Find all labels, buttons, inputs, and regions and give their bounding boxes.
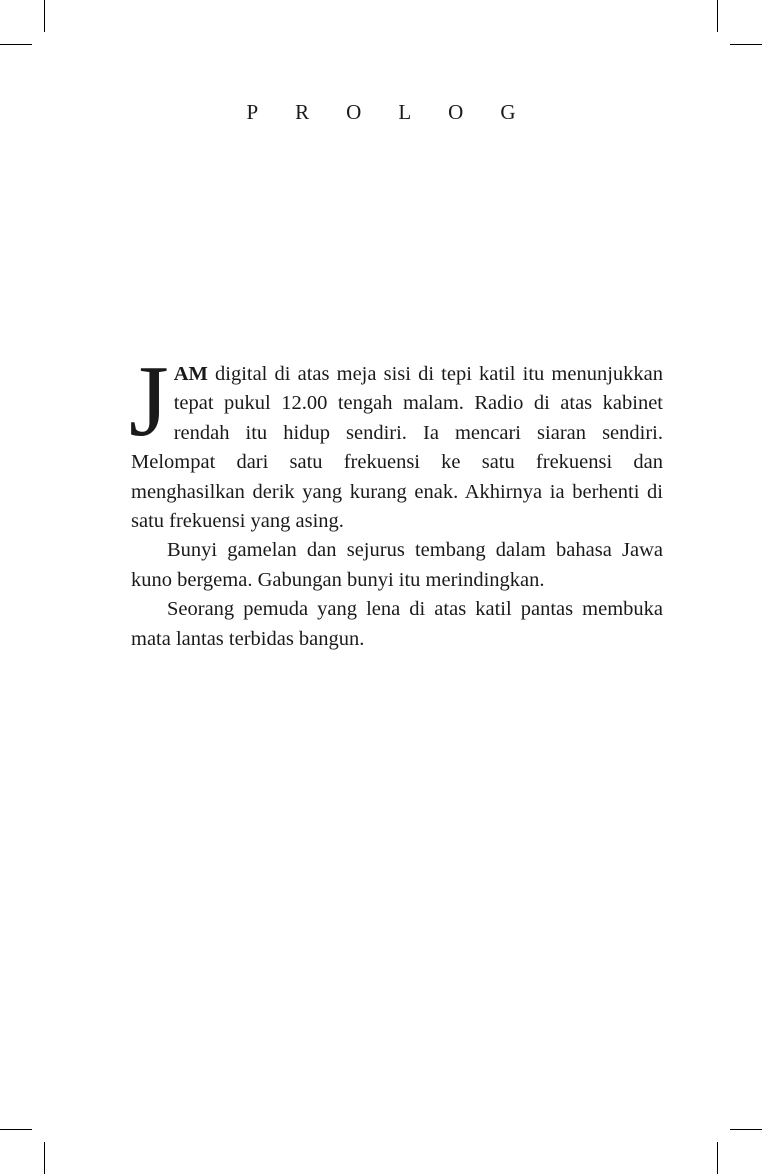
paragraph-second: Bunyi gamelan dan sejurus tembang dalam bahasa Jawa kuno bergema. Gabungan bunyi itu merindingkan. <box>131 539 663 591</box>
paragraph-third: Seorang pemuda yang lena di atas katil pantas membuka mata lantas terbidas bangun. <box>131 598 663 650</box>
crop-mark-bottom-left-horizontal <box>0 1129 32 1130</box>
crop-mark-top-left-horizontal <box>0 44 32 45</box>
crop-mark-bottom-left-vertical <box>44 1142 45 1174</box>
crop-mark-top-right-horizontal <box>730 44 762 45</box>
paragraph-first-text: digital di atas meja sisi di tepi katil itu menunjukkan tepat pukul 12.00 tengah malam. Radio di atas kabinet rendah itu hidup sendiri. Ia mencari siaran sendiri. Melompat dari satu frekuensi ke satu frekuensi dan menghasilkan derik yang kurang enak. Akhirnya ia berhenti di satu frekuensi yang asing. <box>131 363 663 533</box>
crop-mark-bottom-right-vertical <box>717 1142 718 1174</box>
crop-mark-top-right-vertical <box>717 0 718 32</box>
crop-mark-top-left-vertical <box>44 0 45 32</box>
crop-mark-bottom-right-horizontal <box>730 1129 762 1130</box>
paragraph-first <box>129 345 663 536</box>
chapter-heading: PROLOG <box>246 100 553 124</box>
chapter-body <box>129 345 663 654</box>
lead-word: AM <box>173 363 208 385</box>
drop-cap: J <box>129 345 169 458</box>
